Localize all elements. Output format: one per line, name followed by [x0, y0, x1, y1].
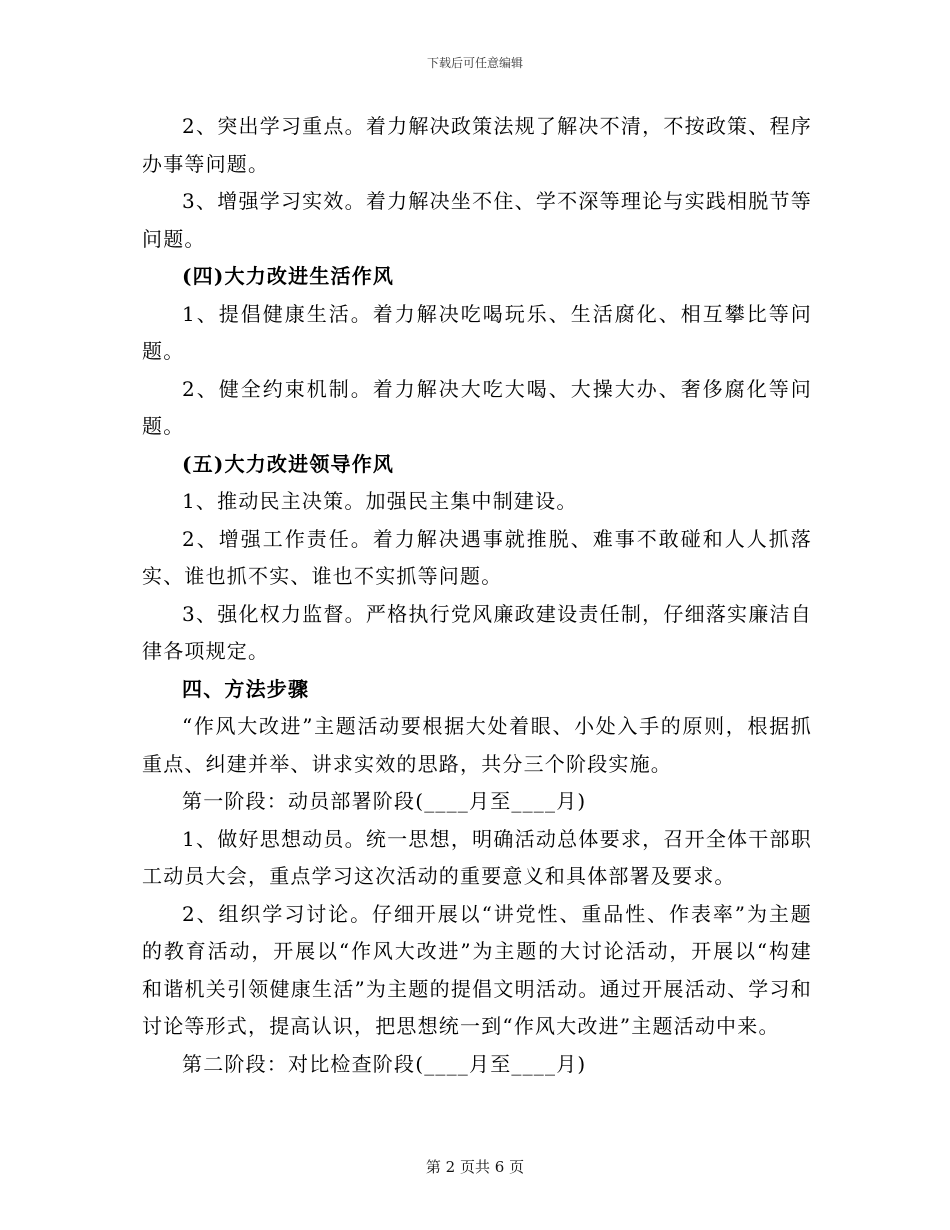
paragraph: 1、做好思想动员。统一思想，明确活动总体要求，召开全体干部职工动员大会，重点学习这次活动的重要意义和具体部署及要求。 — [142, 826, 812, 888]
paragraph: 2、健全约束机制。着力解决大吃大喝、大操大办、奢侈腐化等问题。 — [142, 376, 812, 438]
paragraph: 3、增强学习实效。着力解决坐不住、学不深等理论与实践相脱节等问题。 — [142, 189, 812, 251]
paragraph: 2、增强工作责任。着力解决遇事就推脱、难事不敢碰和人人抓落实、谁也抓不实、谁也不实抓等问题。 — [142, 526, 812, 588]
page-header: 下载后可任意编辑 — [426, 56, 523, 70]
phase-heading: 第一阶段：动员部署阶段(____月至____月) — [182, 789, 587, 813]
paragraph: 2、突出学习重点。着力解决政策法规了解决不清，不按政策、程序办事等问题。 — [142, 114, 812, 176]
section-heading: (四)大力改进生活作风 — [182, 264, 395, 288]
document-body — [142, 108, 812, 1083]
paragraph: 2、组织学习讨论。仔细开展以“讲党性、重品性、作表率”为主题的教育活动，开展以“作风大改进”为主题的大讨论活动，开展以“构建和谐机关引领健康生活”为主题的提倡文明活动。通过开展活动、学习和讨论等形式，提高认识，把思想统一到“作风大改进”主题活动中来。 — [142, 901, 812, 1038]
paragraph: 3、强化权力监督。严格执行党风廉政建设责任制，仔细落实廉洁自律各项规定。 — [142, 601, 812, 663]
section-heading: (五)大力改进领导作风 — [182, 451, 395, 476]
paragraph: “作风大改进”主题活动要根据大处着眼、小处入手的原则，根据抓重点、纠建并举、讲求实效的思路，共分三个阶段实施。 — [142, 714, 812, 776]
section-heading: 四、方法步骤 — [182, 676, 310, 701]
page-footer: 第 2 页共 6 页 — [425, 1158, 525, 1176]
phase-heading: 第二阶段：对比检查阶段(____月至____月) — [182, 1051, 587, 1076]
paragraph: 1、推动民主决策。加强民主集中制建设。 — [182, 489, 578, 513]
paragraph: 1、提倡健康生活。着力解决吃喝玩乐、生活腐化、相互攀比等问题。 — [142, 301, 812, 363]
